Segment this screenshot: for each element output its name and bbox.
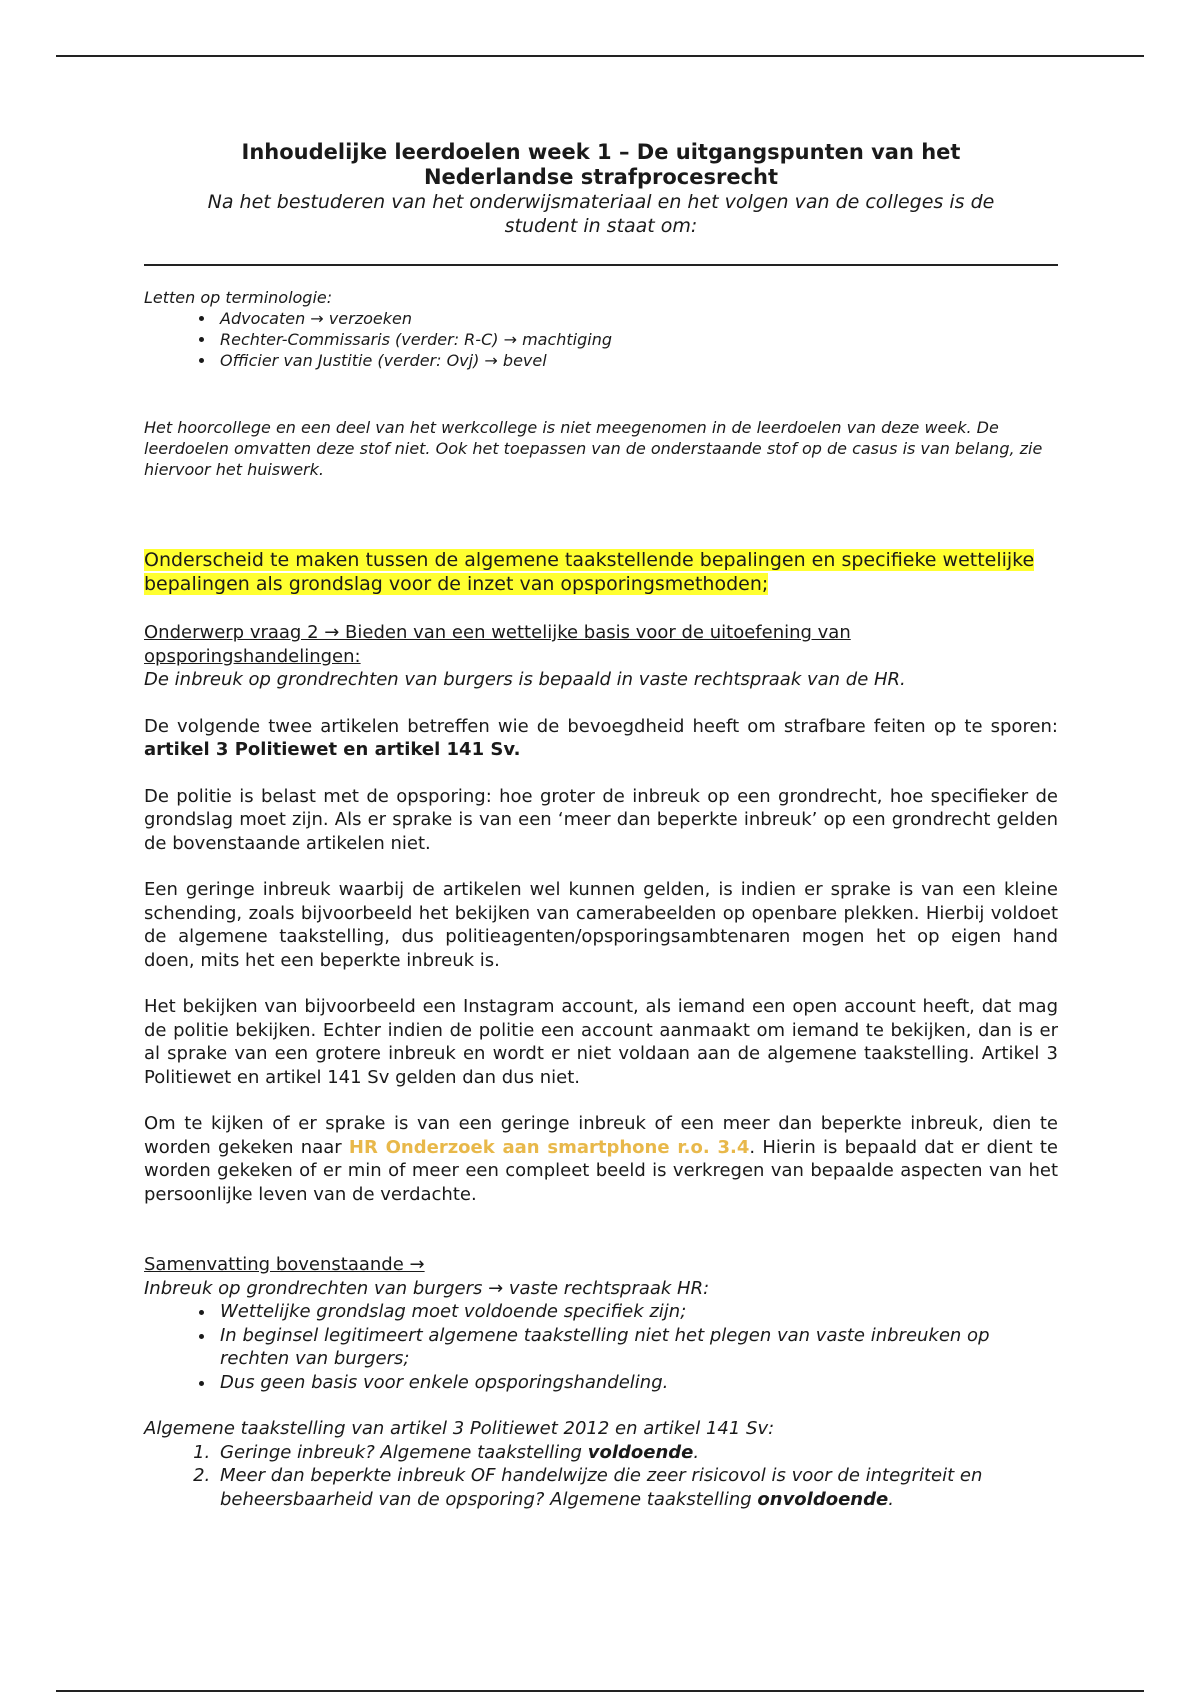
document-subtitle: Na het bestuderen van het onderwijsmateriaal en het volgen van de colleges is de student in staat om: xyxy=(207,191,995,237)
paragraph-text: . Hierin is bepaald dat er dient te worden gekeken of er min of meer een compleet beeld is verkregen van bepaalde aspecten van het persoonlijke leven van de verdachte. xyxy=(144,1136,1059,1205)
task-item-period: . xyxy=(888,1488,894,1510)
paragraph-police: De politie is belast met de opsporing: hoe groter de inbreuk op een grondrecht, hoe specifieker de grondslag moet zijn. Als er sprake is van een ‘meer dan beperkte inbreuk’ op een grondrecht gelden de bovenstaande artikelen niet. xyxy=(144,785,1058,854)
scope-note: Het hoorcollege en een deel van het werkcollege is niet meegenomen in de leerdoelen van deze week. De leerdoelen omvatten deze stof niet. Ook het toepassen van de onderstaande stof op de casus is van belang, zie hiervoor het huiswerk. xyxy=(144,418,1043,479)
learning-goal-highlight: Onderscheid te maken tussen de algemene taakstellende bepalingen en specifieke wettelijke bepalingen als grondslag voor de inzet van opsporingsmethoden; xyxy=(144,549,1035,595)
terminology-item: • Rechter-Commissaris (verder: R-C) → machtiging xyxy=(216,329,1058,350)
task-item-text: Meer dan beperkte inbreuk OF handelwijze die zeer risicovol is voor de integriteit en beheersbaarheid van de opsporing? Algemene taakstelling xyxy=(220,1465,983,1510)
section-divider xyxy=(144,264,1058,266)
paragraph-minor-infringement: Een geringe inbreuk waarbij de artikelen wel kunnen gelden, is indien er sprake is van een kleine schending, zoals bijvoorbeeld het bekijken van camerabeelden op openbare plekken. Hierbij voldoet de algemene taakstelling, dus politieagenten/opsporingsambtenaren mogen het op eigen hand doen, mits het een beperkte inbreuk is. xyxy=(144,879,1058,971)
summary-line: Inbreuk op grondrechten van burgers → vaste rechtspraak HR: xyxy=(144,1277,710,1299)
task-list xyxy=(144,1441,1058,1512)
task-item xyxy=(216,1464,1058,1511)
task-item-bold: onvoldoende xyxy=(757,1488,889,1510)
articles-bold: artikel 3 Politiewet en artikel 141 Sv. xyxy=(144,739,521,760)
case-reference-link[interactable]: HR Onderzoek aan smartphone r.o. 3.4 xyxy=(348,1136,750,1158)
summary-heading: Samenvatting bovenstaande → xyxy=(144,1254,425,1275)
document-body xyxy=(144,140,1058,1511)
topic-line: De inbreuk op grondrechten van burgers is bepaald in vaste rechtspraak van de HR. xyxy=(144,669,906,690)
task-item-period: . xyxy=(693,1441,700,1463)
terminology-intro: Letten op terminologie: xyxy=(144,288,333,307)
terminology-item: • Officier van Justitie (verder: Ovj) → bevel xyxy=(216,350,1058,371)
terminology-item: • Advocaten → verzoeken xyxy=(216,308,1058,329)
paragraph-smartphone xyxy=(144,1112,1058,1206)
summary-item: • Wettelijke grondslag moet voldoende specifiek zijn; xyxy=(216,1300,1058,1324)
task-item-bold: voldoende xyxy=(587,1441,694,1463)
task-item-text: Geringe inbreuk? Algemene taakstelling xyxy=(220,1441,588,1463)
paragraph-text: De volgende twee artikelen betreffen wie de bevoegdheid heeft om strafbare feiten op te sporen: xyxy=(144,715,1058,737)
summary-item: • In beginsel legitimeert algemene taakstelling niet het plegen van vaste inbreuken op rechten van burgers; xyxy=(216,1324,1058,1371)
document-title: Inhoudelijke leerdoelen week 1 – De uitgangspunten van het Nederlandse strafprocesrecht xyxy=(241,140,961,189)
topic-heading: Onderwerp vraag 2 → Bieden van een wettelijke basis voor de uitoefening van opsporingshandelingen: xyxy=(144,622,851,667)
paragraph-instagram: Het bekijken van bijvoorbeeld een Instagram account, als iemand een open account heeft, dat mag de politie bekijken. Echter indien de politie een account aanmaakt om iemand te bekijken, dan is er al sprake van een grotere inbreuk en wordt er niet voldaan aan de algemene taakstelling. Artikel 3 Politiewet en artikel 141 Sv gelden dan dus niet. xyxy=(144,996,1058,1088)
page-bottom-rule xyxy=(56,1690,1144,1692)
terminology-list xyxy=(144,308,1058,371)
summary-list xyxy=(144,1300,1058,1394)
paragraph-text: Om te kijken of er sprake is van een geringe inbreuk of een meer dan beperkte inbreuk, dien te worden gekeken naar xyxy=(144,1113,1058,1158)
learning-goal xyxy=(144,548,1058,596)
paragraph-articles xyxy=(144,715,1058,762)
task-item xyxy=(216,1441,1058,1465)
summary-item: • Dus geen basis voor enkele opsporingshandeling. xyxy=(216,1371,1058,1395)
task-intro: Algemene taakstelling van artikel 3 Politiewet 2012 en artikel 141 Sv: xyxy=(144,1418,775,1439)
page-top-rule xyxy=(56,55,1144,57)
